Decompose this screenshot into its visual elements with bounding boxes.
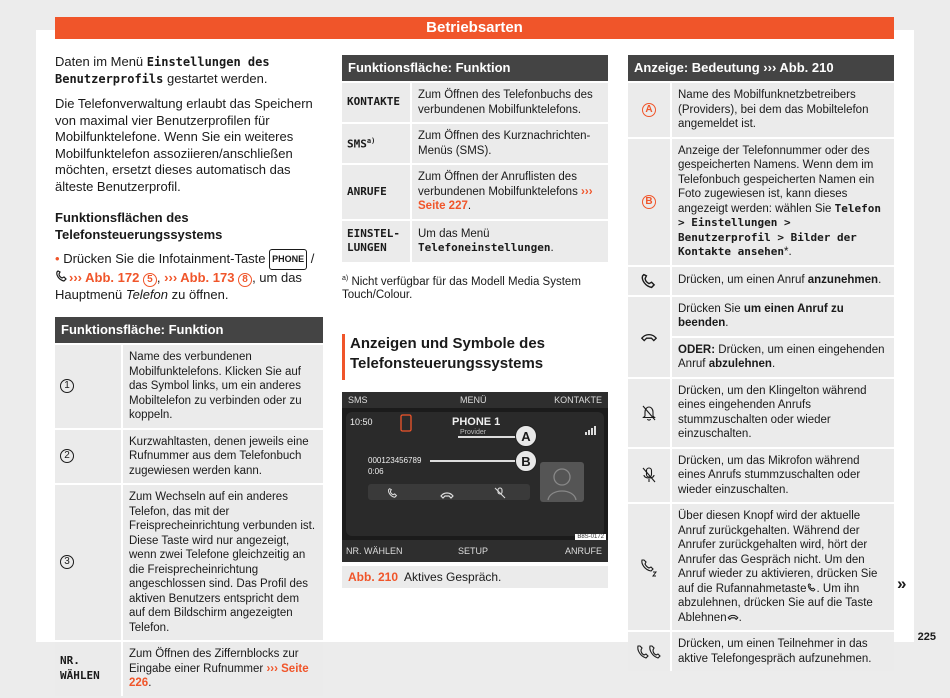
table-row [55, 430, 323, 484]
row-text: Name des Mobilfunknetzbetreibers (Providers), bei dem das Mobiltelefon angemeldet ist. [670, 83, 894, 137]
bullet-text-3: zu öffnen. [168, 286, 229, 302]
menu-reference: Telefoneinstellungen [418, 241, 551, 254]
row-text: Name des verbundenen Mobilfunktelefons. Klicken Sie auf das Symbol links, um ein anderes Mobiltelefon zu verbinden oder zu koppeln. [121, 345, 323, 428]
phone-hold-icon [628, 504, 670, 630]
table-row [628, 504, 894, 630]
screen-tab-kontakte: KONTAKTE [554, 395, 602, 406]
row-text-part: Anzeige der Telefonnummer oder des gespeicherten Namens. Wenn dem im Telefonbuch gespeicherten Namen ein Foto zugewiesen ist, kann dieses angezeigt werden: wählen Sie [678, 144, 875, 215]
figure-caption-text: Aktives Gespräch. [404, 570, 502, 585]
table-row [628, 297, 894, 336]
row-key: NR. WÄHLEN [55, 642, 121, 696]
mic-mute-icon [628, 449, 670, 503]
row-text [410, 221, 608, 262]
row-text: Kurzwahltasten, denen jeweils eine Rufnummer aus dem Telefonbuch zugewiesen werden kann. [121, 430, 323, 484]
row-text [670, 338, 894, 377]
mute-mic-icon[interactable] [494, 486, 506, 504]
callout-b: B [515, 450, 537, 472]
callout-line-a [458, 436, 518, 438]
table-header-text: Anzeige: Bedeutung [634, 60, 764, 75]
subheading: Funktionsflächen des Telefonsteuerungssystems [55, 210, 223, 242]
screen-btn-anrufe: ANRUFE [564, 546, 602, 557]
table-row [55, 642, 323, 696]
row-text: Zum Wechseln auf ein anderes Telefon, das mit der Freisprecheinrichtung verbunden ist. Diese Taste wird nur angezeigt, wenn zwei Telefone gleichzeitig an die Freisprecheinrichtung angeschlossen sind. Das Profil des aktiven Benutzers entspricht dem auf dem Bildschirm angezeigten Telefon. [121, 485, 323, 640]
column-right [628, 55, 894, 673]
screen-bottom-bar [342, 540, 608, 562]
continue-arrow: » [897, 574, 907, 593]
row-key-text: SMS [347, 138, 367, 152]
screen-time: 10:50 [350, 417, 373, 428]
contact-photo-placeholder [540, 462, 584, 502]
bullet-text: Drücken Sie die Infotainment-Taste [63, 251, 270, 266]
accept-call-icon[interactable] [387, 486, 399, 504]
menu-telefon: Telefon [125, 286, 168, 302]
table-header: Funktionsfläche: Funktion [55, 317, 323, 343]
column-left [55, 54, 323, 698]
row-text-end: . [148, 677, 152, 689]
row-key: EINSTEL-LUNGEN [342, 221, 410, 262]
callout-5: 5 [143, 273, 157, 287]
phone-key: PHONE [269, 249, 307, 270]
row-text [670, 267, 894, 295]
table-row [628, 449, 894, 503]
bullet-text-2: , um das Hauptmenü [55, 269, 302, 302]
row-text-bold: anzunehmen [807, 274, 879, 287]
letter-a-badge: A [642, 103, 656, 117]
row-text-bold: ODER: [678, 343, 716, 356]
row-text-bold: um einen Anruf zu beenden [678, 302, 844, 329]
page-ref-226[interactable]: ››› Seite 226 [129, 662, 309, 689]
row-text [410, 165, 608, 219]
footnote-mark: a) [366, 137, 376, 146]
row-text-part: Drücken, um einen Anruf [678, 274, 808, 287]
row-text [670, 504, 894, 630]
page-number: 225 [917, 631, 936, 643]
slash: / [307, 251, 315, 266]
number-3-badge: 3 [60, 555, 74, 569]
row-text-part: Zum Öffnen des Ziffernblocks zur Eingabe einer Rufnummer [129, 648, 299, 675]
row-text-end: . [550, 242, 554, 254]
row-text-end: . [878, 274, 882, 287]
infotainment-screen-figure [342, 392, 608, 562]
footnote [342, 272, 608, 303]
footnote-mark: a) [342, 274, 349, 282]
screen-phone-name: PHONE 1 [452, 416, 501, 429]
callout-a: A [515, 425, 537, 447]
row-text-end: . [771, 358, 776, 370]
row-text-end: . [467, 200, 472, 212]
phone-hangup-inline-icon [727, 612, 739, 624]
row-text [670, 139, 894, 265]
callout-line-b [430, 460, 518, 462]
row-text-end: . [738, 611, 742, 624]
bullet-marker: • [55, 251, 60, 266]
bell-mute-icon [628, 379, 670, 447]
intro-text-end: gestartet werden. [163, 70, 268, 86]
screen-top-bar [342, 392, 608, 408]
row-text-part: Um das Menü [418, 227, 490, 240]
phone-accept-inline-icon [807, 583, 817, 595]
row-key: KONTAKTE [342, 83, 410, 122]
hangup-call-icon[interactable] [440, 487, 454, 505]
row-text-part: Drücken, um einen eingehenden Anruf [678, 343, 885, 370]
table-row [55, 485, 323, 640]
row-text: Drücken, um den Klingelton während eines eingehenden Anrufs stummzuschalten oder wieder einzuschalten. [670, 379, 894, 447]
row-text-end: *. [783, 246, 792, 258]
row-key: ANRUFE [342, 165, 410, 219]
table-header [628, 55, 894, 81]
screen-btn-setup: SETUP [458, 546, 489, 557]
table-row [628, 267, 894, 295]
row-text: Drücken, um einen Teilnehmer in das aktive Telefongespräch aufzunehmen. [670, 632, 894, 671]
table-row [628, 632, 894, 671]
conference-icon [628, 632, 670, 671]
screen-duration: 0:06 [368, 467, 384, 477]
figure-code: B8S-0172 [577, 534, 604, 541]
figure-ref-210[interactable]: ››› Abb. 210 [763, 60, 834, 75]
signal-strength-icon [585, 422, 599, 440]
row-text: Zum Öffnen des Telefonbuchs des verbundenen Mobilfunktelefons. [410, 83, 608, 122]
footnote-text: Nicht verfügbar für das Modell Media System Touch/Colour. [342, 275, 581, 302]
screen-btn-nr-waehlen: NR. WÄHLEN [346, 546, 403, 557]
row-text-part: Drücken Sie [678, 302, 744, 315]
table-row [342, 221, 608, 262]
section-header-bar: Betriebsarten [55, 17, 894, 39]
table-row [628, 379, 894, 447]
row-text-end: . [725, 317, 729, 329]
table-row [55, 345, 323, 428]
row-text: Drücken, um das Mikrofon während eines Anrufs stummzuschalten oder wieder einzuschalten. [670, 449, 894, 503]
letter-b-badge: B [642, 195, 656, 209]
row-text-part: Über diesen Knopf wird der aktuelle Anruf zurückgehalten. Während der Anrufer zurückgehalten wird, hört der Anrufer das Gespräch nicht. Um den Anruf wieder zu aktivieren, drücken Sie auf die Rufannahmetaste [678, 510, 878, 595]
screen-number: 000123456789 [368, 456, 422, 466]
phone-device-icon [400, 414, 412, 437]
phone-receiver-icon [55, 270, 69, 285]
function-table-left [55, 317, 323, 698]
intro-paragraph [55, 54, 323, 87]
row-text [670, 297, 894, 336]
bullet-instruction [55, 249, 323, 303]
profile-paragraph: Die Telefonverwaltung erlaubt das Speichern von maximal vier Benutzerprofilen für Mobilfunktelefone. Wenn Sie ein weiteres Mobilfunktelefon assoziieren/anschließen möchten, ersetzt dieses automatisch das älteste Benutzerprofil. [55, 96, 313, 194]
menu-reference: Telefon > Einstellungen > Benutzerprofil > Bilder der Kontakte ansehen [678, 201, 881, 258]
row-text: Zum Öffnen des Kurznachrichten-Menüs (SMS). [410, 124, 608, 163]
section-heading: Anzeigen und Symbole des Telefonsteuerungssystems [350, 335, 546, 373]
figure-ref-172[interactable]: ››› Abb. 172 [69, 269, 143, 285]
number-2-badge: 2 [60, 449, 74, 463]
table-row [342, 83, 608, 122]
row-text-part: . Um ihn abzulehnen, drücken Sie auf die Taste Ablehnen [678, 582, 873, 624]
intro-text: Daten im Menü [55, 54, 147, 69]
screen-tab-menu: MENÜ [460, 395, 487, 406]
callout-8: 8 [238, 273, 252, 287]
menu-reference: Einstellungen des Benutzerprofils [55, 55, 270, 86]
table-row [628, 83, 894, 137]
table-row [342, 124, 608, 163]
phone-hangup-icon [628, 297, 670, 377]
row-text-bold: abzulehnen [708, 358, 772, 370]
row-text [121, 642, 323, 696]
section-heading-box [342, 334, 608, 380]
screen-tab-sms: SMS [348, 395, 368, 406]
table-header: Funktionsfläche: Funktion [342, 55, 608, 81]
table-row [628, 139, 894, 265]
screen-provider: Provider [460, 429, 487, 437]
number-1-badge: 1 [60, 379, 74, 393]
page-ref-227[interactable]: ››› Seite 227 [418, 185, 593, 212]
table-row [342, 165, 608, 219]
column-middle [342, 55, 608, 588]
phone-accept-icon [628, 267, 670, 295]
row-key [342, 124, 410, 163]
comma: , [156, 269, 165, 285]
figure-caption [342, 566, 608, 588]
row-text-part: Zum Öffnen der Anruflisten des verbundenen Mobilfunktelefons [418, 171, 582, 198]
figure-ref-173[interactable]: ››› Abb. 173 [164, 269, 239, 285]
figure-label: Abb. 210 [348, 570, 399, 585]
